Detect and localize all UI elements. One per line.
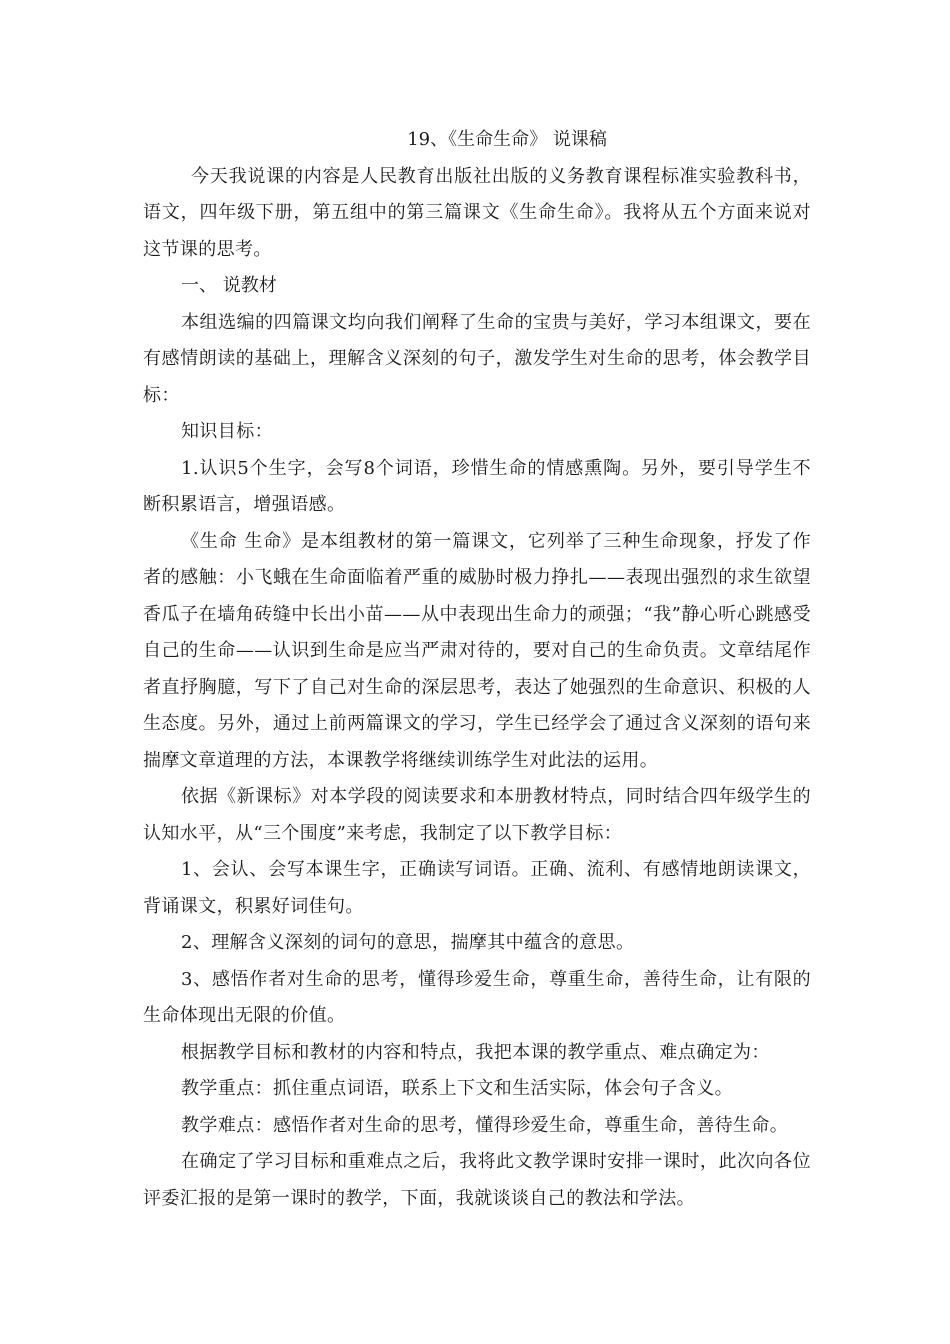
difficult-point: 教学难点：感悟作者对生命的思考，懂得珍爱生命，尊重生命，善待生命。 bbox=[181, 1114, 789, 1136]
paragraph: 根据教学目标和教材的内容和特点，我把本课的教学重点、难点确定为： bbox=[181, 1041, 770, 1063]
paragraph: 在确定了学习目标和重难点之后，我将此文教学课时安排一课时，此次向各位评委汇报的是第一课时的教学，下面，我就谈谈自己的教法和学法。 bbox=[143, 1151, 811, 1209]
document-body bbox=[143, 122, 811, 1217]
document-title: 19、《生命生命》 说课稿 bbox=[407, 129, 607, 150]
goal-item: 2、理解含义深刻的词句的意思，揣摩其中蕴含的意思。 bbox=[181, 932, 635, 953]
section-heading-teaching-material: 一、 说教材 bbox=[181, 275, 277, 296]
paragraph: 依据《新课标》对本学段的阅读要求和本册教材特点，同时结合四年级学生的认知水平，从“三个围度”来考虑，我制定了以下教学目标： bbox=[143, 786, 811, 844]
goal-item: 3、感悟作者对生命的思考，懂得珍爱生命，尊重生命，善待生命，让有限的生命体现出无限的价值。 bbox=[143, 968, 811, 1026]
key-point: 教学重点：抓住重点词语，联系上下文和生活实际，体会句子含义。 bbox=[181, 1078, 733, 1099]
goal-item: 1、会认、会写本课生字，正确读写词语。正确、流利、有感情地朗读课文，背诵课文，积累好词佳句。 bbox=[143, 859, 811, 917]
paragraph: 《生命 生命》是本组教材的第一篇课文，它列举了三种生命现象，抒发了作者的感触：小飞蛾在生命面临着严重的威胁时极力挣扎——表现出强烈的求生欲望香瓜子在墙角砖缝中长出小苗——从中表现出生命力的顽强；“我”静心听心跳感受自己的生命——认识到生命是应当严肃对待的，要对自己的生命负责。文章结尾作者直抒胸臆，写下了自己对生命的深层思考，表达了她强烈的生命意识、积极的人生态度。另外，通过上前两篇课文的学习，学生已经学会了通过含义深刻的语句来揣摩文章道理的方法，本课教学将继续训练学生对此法的运用。 bbox=[143, 530, 811, 771]
paragraph: 本组选编的四篇课文均向我们阐释了生命的宝贵与美好，学习本组课文，要在有感情朗读的基础上，理解含义深刻的句子，激发学生对生命的思考，体会教学目标： bbox=[143, 311, 811, 406]
knowledge-goal-heading: 知识目标： bbox=[181, 421, 273, 442]
intro-paragraph: 今天我说课的内容是人民教育出版社出版的义务教育课程标准实验教科书，语文，四年级下册，第五组中的第三篇课文《生命生命》。我将从五个方面来说对这节课的思考。 bbox=[143, 165, 811, 260]
paragraph: 1.认识5个生字，会写8个词语，珍惜生命的情感熏陶。另外，要引导学生不断积累语言，增强语感。 bbox=[143, 457, 811, 515]
